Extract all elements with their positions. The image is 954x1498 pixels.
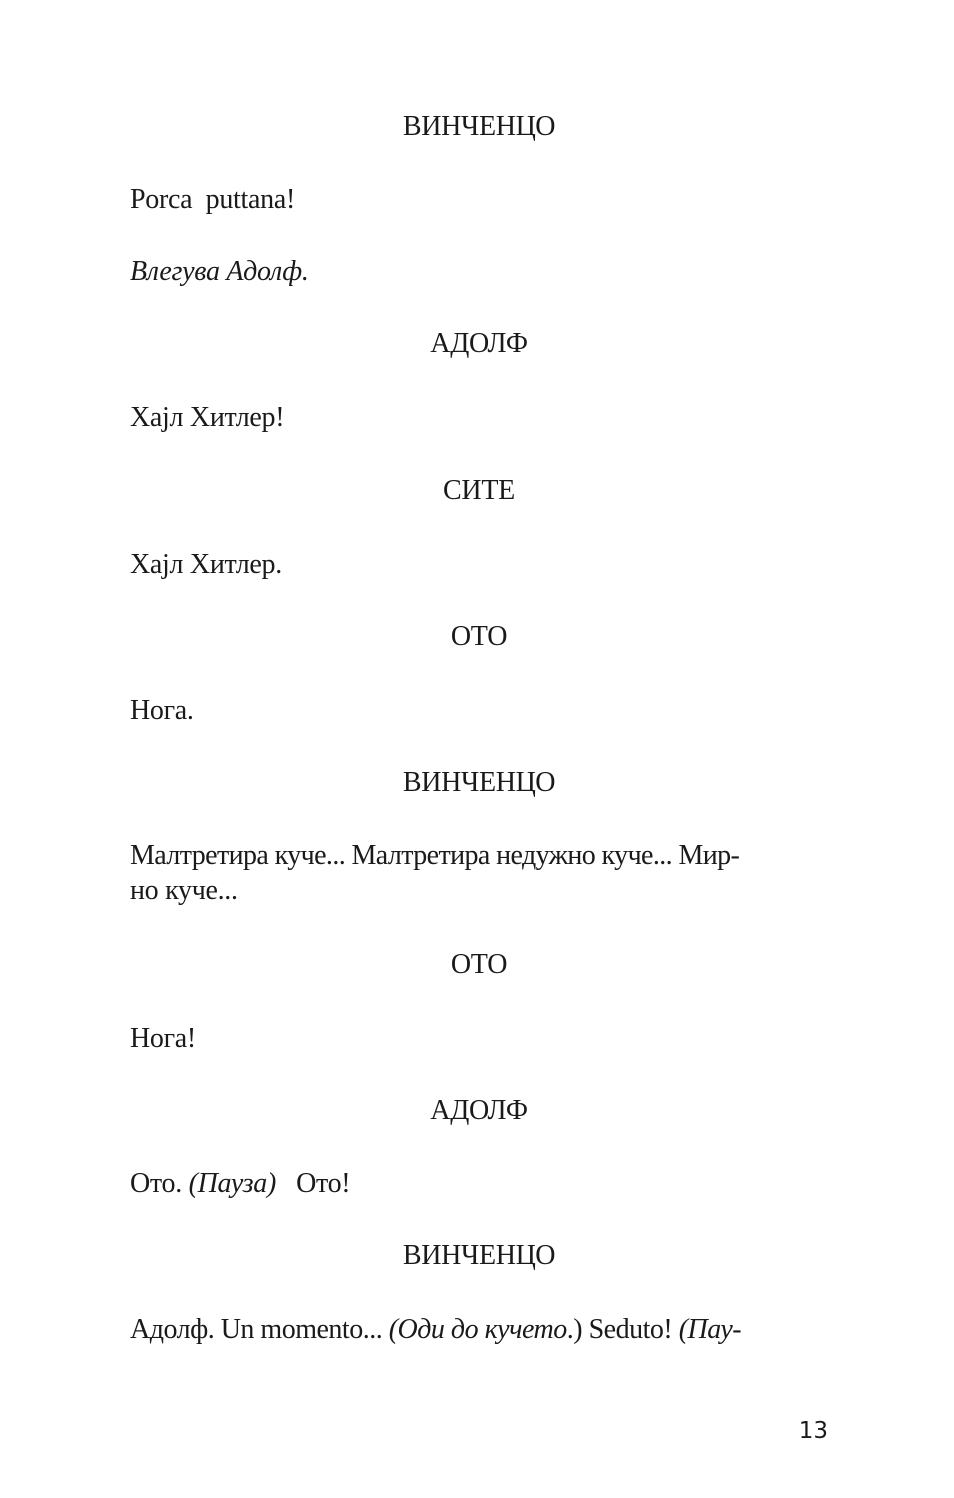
speaker-name: ВИНЧЕНЦО	[402, 111, 556, 142]
speech-line: Porca puttana!	[130, 184, 295, 215]
speech-line: Хајл Хитлер!	[130, 402, 285, 433]
stage-direction: Влегува Адолф.	[130, 256, 309, 287]
speech-line: Нога!	[130, 1023, 196, 1054]
speech-line: Нога.	[130, 695, 194, 726]
speaker-name: ОТО	[450, 621, 508, 652]
speaker-name: АДОЛФ	[430, 1095, 528, 1126]
speaker-name: СИТЕ	[443, 475, 515, 506]
speaker-name: ВИНЧЕНЦО	[402, 767, 556, 798]
speaker-name: ОТО	[450, 949, 508, 980]
page-number: 13	[798, 1418, 828, 1444]
stage-direction: (Пау-	[678, 1314, 742, 1345]
speech-line: но куче...	[130, 875, 238, 906]
speech-text: .) Seduto!	[566, 1314, 679, 1345]
speech-line: Малтретира куче... Малтретира недужно куче... Мир-	[130, 840, 740, 871]
speech-line: Хајл Хитлер.	[130, 549, 282, 580]
speech-line	[130, 1167, 350, 1201]
stage-direction: (Оди до кучето	[388, 1314, 567, 1345]
speaker-name: ВИНЧЕНЦО	[402, 1240, 556, 1271]
speech-line	[130, 1313, 741, 1347]
speech-text: Ото!	[275, 1168, 351, 1199]
speaker-name: АДОЛФ	[430, 328, 528, 359]
speech-text: Адолф. Un momento...	[130, 1314, 389, 1345]
speech-text: Ото.	[130, 1168, 189, 1199]
stage-direction: (Пауза)	[188, 1168, 276, 1199]
